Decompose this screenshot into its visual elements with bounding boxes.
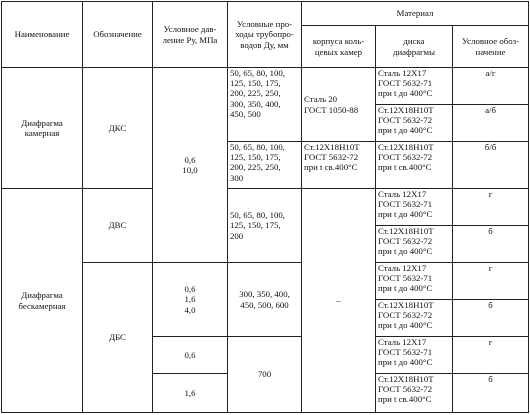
symbol-dbs-b2: б <box>453 374 529 413</box>
group-chamberless: Диафрагма бескамерная <box>2 189 83 413</box>
header-material: Материал <box>302 2 529 26</box>
header-body: корпуса коль- цевых камер <box>302 26 376 68</box>
header-symbol: Условное обоз- начение <box>453 26 529 68</box>
symbol-ab: а/б <box>453 105 529 142</box>
body-steel20: Сталь 20 ГОСТ 1050-88 <box>302 68 376 142</box>
header-bore: Условные про- ходы трубопро- водов Ду, мм <box>228 2 302 68</box>
symbol-ag: а/г <box>453 68 529 105</box>
body-none: – <box>302 189 376 413</box>
pressure-dbs-06: 0,6 <box>153 337 228 374</box>
header-designation: Обозначение <box>83 2 153 68</box>
designation-dks: ДКС <box>83 68 153 189</box>
spec-table <box>1 1 529 413</box>
disk-dks-1: Сталь 12Х17 ГОСТ 5632-71 при t до 400°С <box>376 68 453 105</box>
group-chamber: Диафрагма камерная <box>2 68 83 189</box>
disk-dbs-1: Сталь 12Х17 ГОСТ 5632-71 при t до 400°С <box>376 263 453 300</box>
bores-dks-1: 50, 65, 80, 100, 125, 150, 175, 200, 225, 250, 300, 350, 400, 450, 500 <box>228 68 302 142</box>
disk-dks-2: Ст.12Х18Н10Т ГОСТ 5632-72 при t до 400°С <box>376 105 453 142</box>
disk-dbs-2: Ст.12Х18Н10Т ГОСТ 5632-72 при t до 400°С <box>376 300 453 337</box>
designation-dvs: ДВС <box>83 189 153 263</box>
header-name: Наименование <box>2 2 83 68</box>
bores-dbs-lower: 700 <box>228 337 302 413</box>
disk-dbs-3: Сталь 12Х17 ГОСТ 5632-71 при t до 400°С <box>376 337 453 374</box>
pressure-dbs-16: 1,6 <box>153 374 228 413</box>
header-pressure: Условное дав- ление Ру, МПа <box>153 2 228 68</box>
disk-dvs-2: Ст.12Х18Н10Т ГОСТ 5632-72 при t до 400°С <box>376 226 453 263</box>
disk-dvs-1: Сталь 12Х17 ГОСТ 5632-71 при t до 400°С <box>376 189 453 226</box>
symbol-bb: б/б <box>453 142 529 189</box>
header-disk: диска диафрагмы <box>376 26 453 68</box>
disk-dks-3: Ст.12Х18Н10Т ГОСТ 5632-72 при t св.400°С <box>376 142 453 189</box>
symbol-dvs-g: г <box>453 189 529 226</box>
pressure-dks-dvs: 0,6 10,0 <box>153 68 228 263</box>
pressure-dbs-upper: 0,6 1,6 4,0 <box>153 263 228 337</box>
bores-dks-2: 50, 65, 80, 100, 125, 150, 175, 200, 225, 250, 300 <box>228 142 302 189</box>
designation-dbs: ДБС <box>83 263 153 413</box>
bores-dbs-upper: 300, 350, 400, 450, 500, 600 <box>228 263 302 337</box>
bores-dvs: 50, 65, 80, 100, 125, 150, 175, 200 <box>228 189 302 263</box>
symbol-dbs-g2: г <box>453 337 529 374</box>
symbol-dvs-b: б <box>453 226 529 263</box>
symbol-dbs-g1: г <box>453 263 529 300</box>
body-st12x18: Ст.12Х18Н10Т ГОСТ 5632-72 при t св.400°С <box>302 142 376 189</box>
symbol-dbs-b1: б <box>453 300 529 337</box>
disk-dbs-4: Ст.12Х18Н10Т ГОСТ 5632-72 при t св.400°С <box>376 374 453 413</box>
